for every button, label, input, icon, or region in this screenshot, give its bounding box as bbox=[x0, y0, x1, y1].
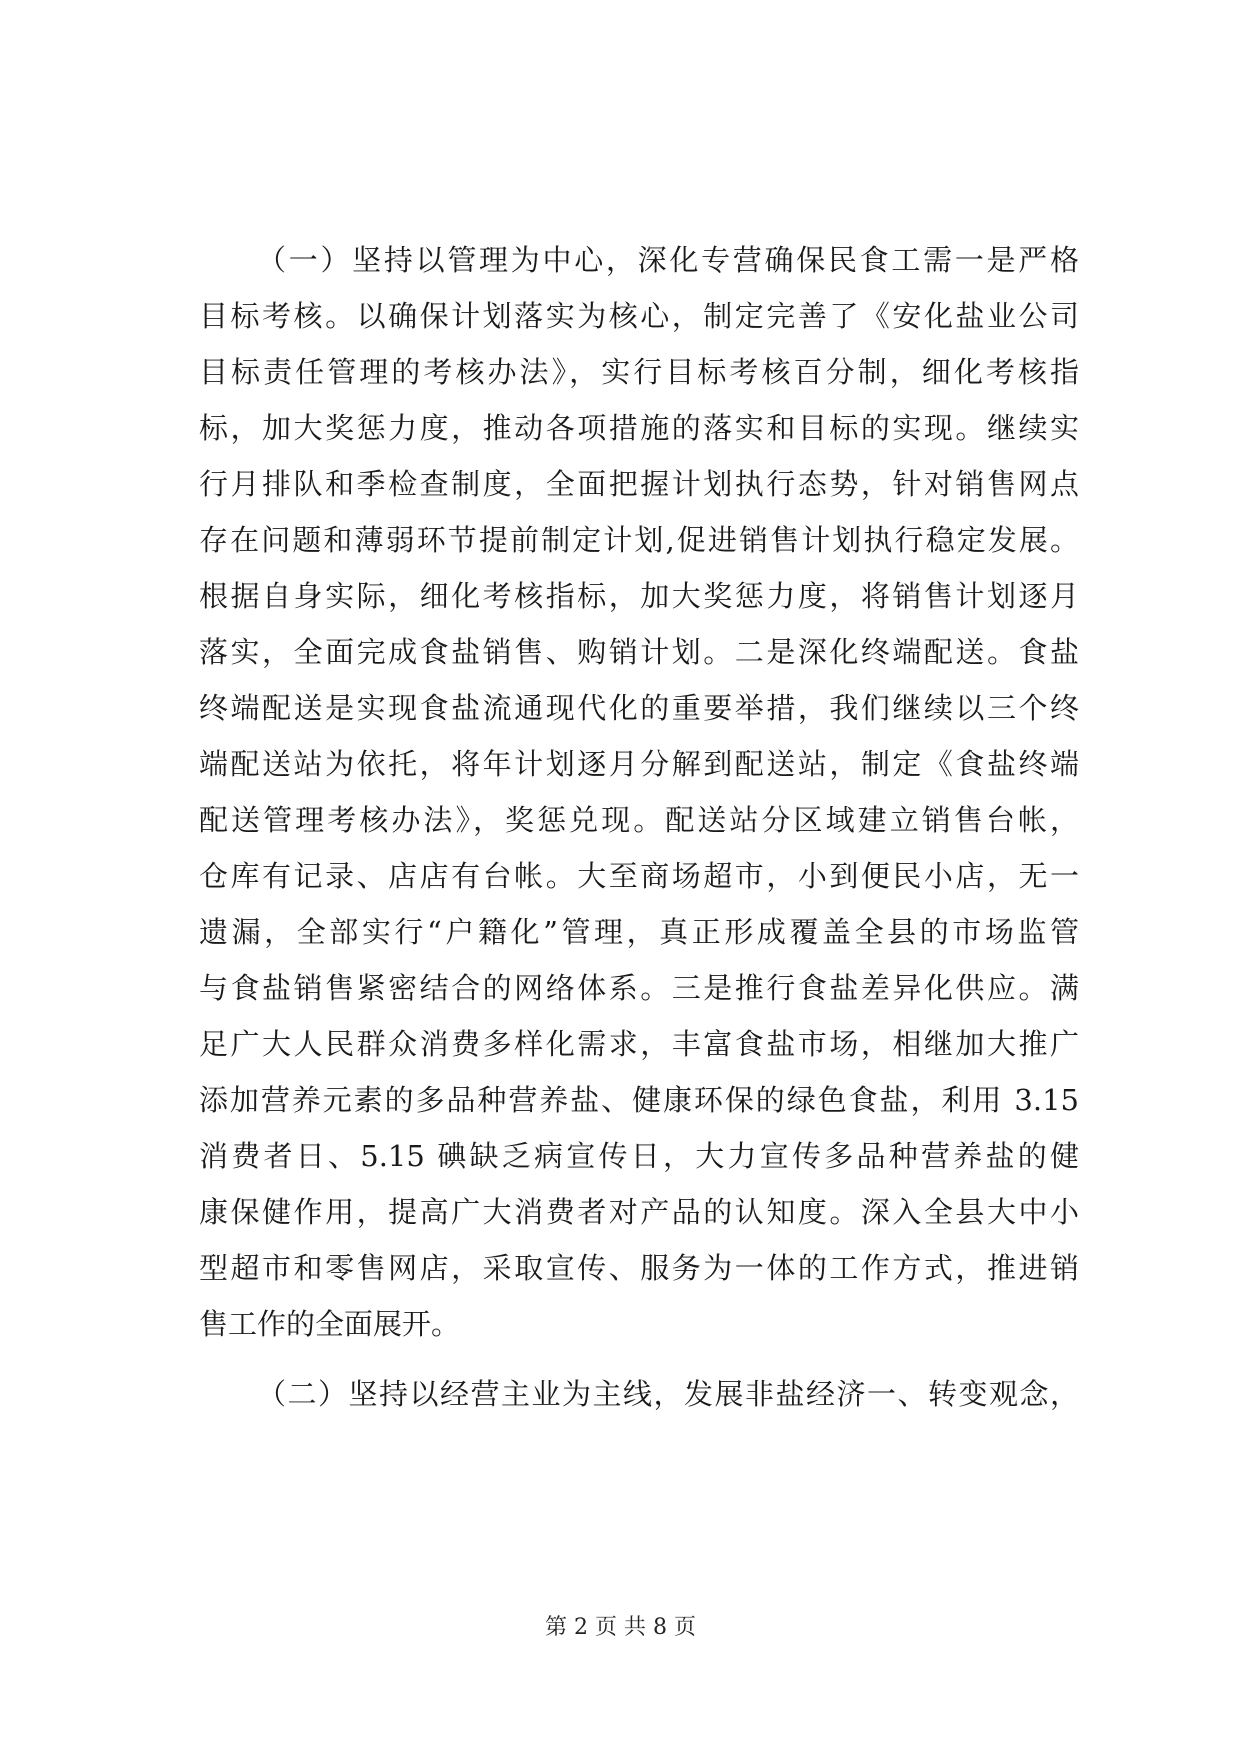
paragraph-line: 与食盐销售紧密结合的网络体系。三是推行食盐差异化供应。满 bbox=[199, 971, 1079, 1005]
paragraph-line: 售工作的全面展开。 bbox=[199, 1307, 461, 1341]
paragraph-line: 型超市和零售网店，采取宣传、服务为一体的工作方式，推进销 bbox=[199, 1251, 1079, 1285]
paragraph-spacer bbox=[199, 1352, 1079, 1366]
paragraph-line: 终端配送是实现食盐流通现代化的重要举措，我们继续以三个终 bbox=[199, 691, 1079, 725]
paragraph-line: 配送管理考核办法》，奖惩兑现。配送站分区域建立销售台帐， bbox=[199, 803, 1079, 837]
paragraph-line: （二）坚持以经营主业为主线，发展非盐经济一、转变观念， bbox=[257, 1377, 1079, 1411]
paragraph-line: 标，加大奖惩力度，推动各项措施的落实和目标的实现。继续实 bbox=[199, 411, 1079, 445]
paragraph-line: 足广大人民群众消费多样化需求，丰富食盐市场，相继加大推广 bbox=[199, 1027, 1079, 1061]
paragraph-line: 行月排队和季检查制度，全面把握计划执行态势，针对销售网点 bbox=[199, 467, 1079, 501]
paragraph-line: 康保健作用，提高广大消费者对产品的认知度。深入全县大中小 bbox=[199, 1195, 1079, 1229]
paragraph bbox=[199, 1366, 1079, 1422]
paragraph-line: 根据自身实际，细化考核指标，加大奖惩力度，将销售计划逐月 bbox=[199, 579, 1079, 613]
paragraph-line: 添加营养元素的多品种营养盐、健康环保的绿色食盐，利用 3.15 bbox=[199, 1083, 1079, 1117]
paragraph-line: 存在问题和薄弱环节提前制定计划,促进销售计划执行稳定发展。 bbox=[199, 523, 1079, 557]
paragraph-line: （一）坚持以管理为中心，深化专营确保民食工需一是严格 bbox=[257, 243, 1079, 277]
paragraph-line: 目标考核。以确保计划落实为核心，制定完善了《安化盐业公司 bbox=[199, 299, 1079, 333]
paragraph-line: 端配送站为依托，将年计划逐月分解到配送站，制定《食盐终端 bbox=[199, 747, 1079, 781]
paragraph-line: 消费者日、5.15 碘缺乏病宣传日，大力宣传多品种营养盐的健 bbox=[199, 1139, 1079, 1173]
paragraph-line: 遗漏，全部实行“户籍化”管理，真正形成覆盖全县的市场监管 bbox=[199, 915, 1079, 949]
page-number-footer: 第 2 页 共 8 页 bbox=[545, 1615, 696, 1640]
document-body bbox=[199, 232, 1079, 1422]
paragraph-line: 仓库有记录、店店有台帐。大至商场超市，小到便民小店，无一 bbox=[199, 859, 1079, 893]
paragraph bbox=[199, 232, 1079, 1352]
paragraph-line: 落实，全面完成食盐销售、购销计划。二是深化终端配送。食盐 bbox=[199, 635, 1079, 669]
paragraph-line: 目标责任管理的考核办法》，实行目标考核百分制，细化考核指 bbox=[199, 355, 1079, 389]
